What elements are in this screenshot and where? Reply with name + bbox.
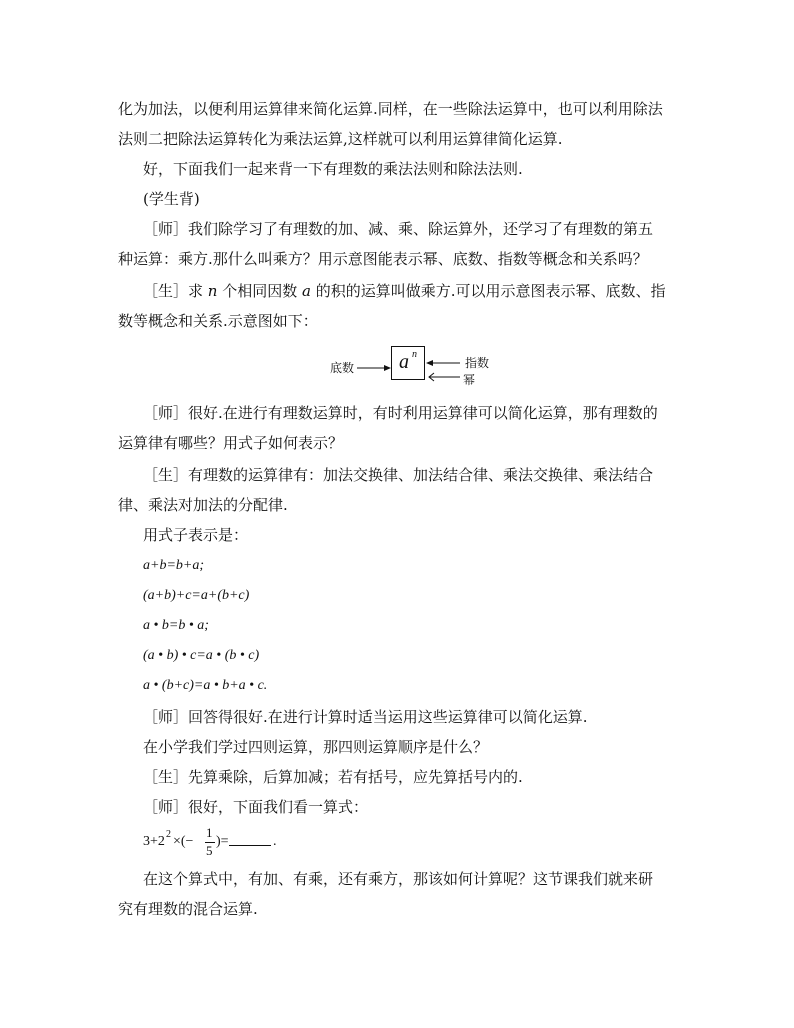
base-symbol: a xyxy=(399,351,409,373)
expr-end: . xyxy=(273,834,277,849)
formula-text: (a+b)+c=a+(b+c) xyxy=(143,588,250,603)
paragraph-line: 在这个算式中，有加、有乘，还有乘方，那该如何计算呢？这节课我们就来研 xyxy=(143,870,654,888)
expr-superscript: 2 xyxy=(166,829,171,840)
paragraph-line: ［师］很好.在进行有理数运算时，有时利用运算律可以简化运算，那有理数的 xyxy=(143,404,658,422)
text-run: 的积的运算叫做乘方.可以用示意图表示幂、底数、指 xyxy=(310,282,666,300)
paragraph-line: 用式子表示是： xyxy=(143,526,249,544)
formula-text: a • b=b • a; xyxy=(143,618,209,633)
paragraph-line: 好，下面我们一起来背一下有理数的乘法法则和除法法则. xyxy=(143,160,523,178)
power-label: 幂 xyxy=(463,373,476,387)
formula-line xyxy=(143,646,259,666)
base-label: 底数 xyxy=(330,361,355,375)
paragraph-line: (学生背) xyxy=(143,190,200,208)
paragraph-line: ［师］回答得很好.在进行计算时适当运用这些运算律可以简化运算. xyxy=(143,708,588,726)
formula-line xyxy=(143,556,204,576)
formula-text: a+b=b+a; xyxy=(143,558,205,573)
power-box xyxy=(391,346,425,380)
power-diagram xyxy=(325,344,505,388)
variable-a: a xyxy=(302,282,311,300)
answer-blank xyxy=(229,845,271,846)
paragraph-line: 数等概念和关系.示意图如下： xyxy=(118,312,318,330)
paragraph-line: ［生］先算乘除，后算加减；若有括号，应先算括号内的. xyxy=(143,768,523,786)
formula-line xyxy=(143,616,209,636)
exponent-symbol: n xyxy=(412,349,417,360)
paragraph-line: 究有理数的混合运算. xyxy=(118,900,258,918)
paragraph-line: ［生］有理数的运算律有：加法交换律、加法结合律、乘法交换律、乘法结合 xyxy=(143,466,654,484)
exponent-label: 指数 xyxy=(465,356,490,370)
paragraph-line xyxy=(143,280,666,302)
expr-mid: ×(− xyxy=(173,834,194,849)
formula-line xyxy=(143,586,249,606)
paragraph-line: 律、乘法对加法的分配律. xyxy=(118,496,288,514)
formula-text: (a • b) • c=a • (b • c) xyxy=(143,648,260,663)
fraction-denominator: 5 xyxy=(206,843,213,858)
expr-lead: 3+2 xyxy=(143,834,165,849)
fraction-numerator: 1 xyxy=(206,825,213,840)
paragraph-line: 化为加法，以便利用运算律来简化运算.同样，在一些除法运算中，也可以利用除法 xyxy=(118,100,663,118)
paragraph-line: ［师］我们除学习了有理数的加、减、乘、除运算外，还学习了有理数的第五 xyxy=(143,220,654,238)
formula-text: a • (b+c)=a • b+a • c. xyxy=(143,678,268,693)
paragraph-line: 种运算：乘方.那什么叫乘方？用示意图能表示幂、底数、指数等概念和关系吗？ xyxy=(118,250,648,268)
paragraph-line: 运算律有哪些？用式子如何表示？ xyxy=(118,434,344,452)
paragraph-line: 法则二把除法运算转化为乘法运算,这样就可以利用运算律简化运算. xyxy=(118,130,563,148)
expr-tail: )= xyxy=(216,834,229,849)
formula-line xyxy=(143,676,267,696)
text-run: 个相同因数 xyxy=(217,282,302,300)
variable-n: n xyxy=(207,282,218,300)
paragraph-line: 在小学我们学过四则运算，那四则运算顺序是什么？ xyxy=(143,738,489,756)
paragraph-line: ［师］很好，下面我们看一算式： xyxy=(143,798,369,816)
text-run: ［生］求 xyxy=(143,282,208,300)
